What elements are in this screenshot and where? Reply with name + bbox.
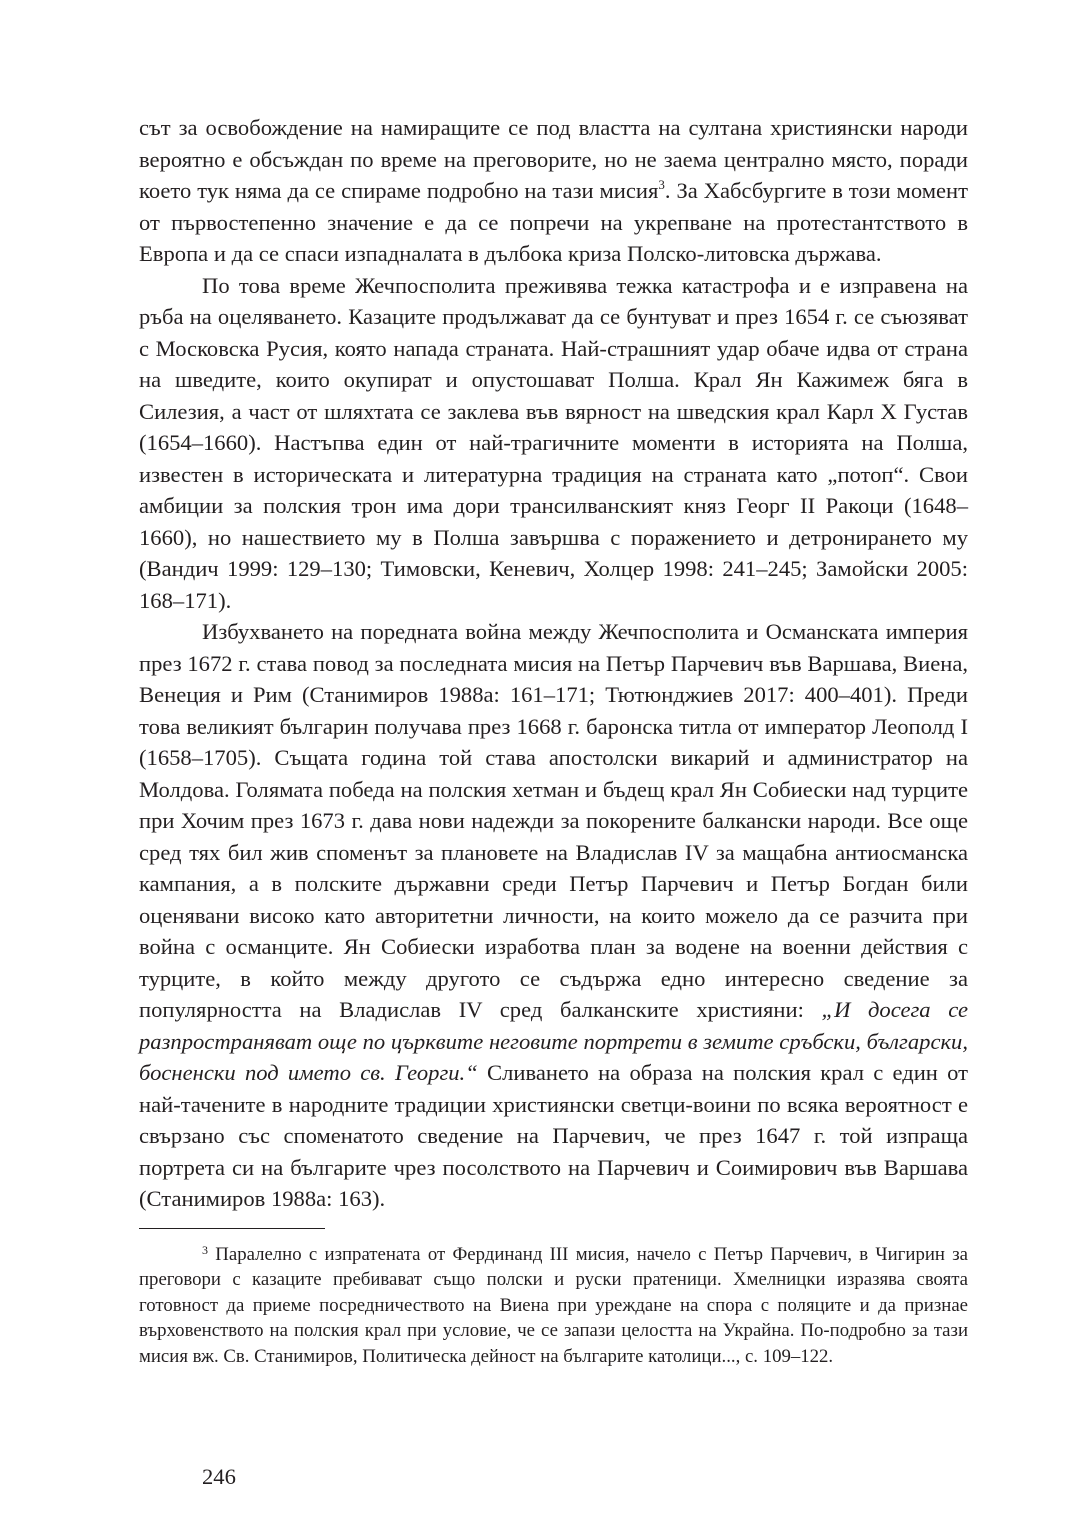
page-number: 246 xyxy=(202,1464,236,1489)
paragraph-1 xyxy=(139,112,968,270)
footnote-text: Паралелно с изпратената от Фердинанд III мисия, начело с Петър Парчевич, в Чигирин за преговори с казаците пребивават също полски и руски пратеници. Хмелницки изразява своята готовност да приеме посредничеството на Виена при уреждане на спора с поляците и да признае върховенството на полския крал при условие, че се запази целостта на Украйна. По-подробно за тази мисия вж. Св. Станимиров, Политическа дейност на българите католици..., с. 109–122. xyxy=(139,1243,968,1367)
main-text xyxy=(139,112,968,1215)
paragraph-1-text: сът за освобождение на намиращите се под властта на султана християнски народи вероятно е обсъждан по време на преговорите, но не заема централно място, поради което тук няма да се спираме подробно на тази мисия xyxy=(139,115,968,203)
paragraph-3-text: Избухването на поредната война между Жечпосполита и Османската империя през 1672 г. става повод за последната мисия на Петър Парчевич във Варшава, Виена, Венеция и Рим (Станимиров 1988а: 161–171; Тютюнджиев 2017: 400–401). Преди това великият българин получава през 1668 г. баронска титла от император Леополд I (1658–1705). Същата година той става апостолски викарий и администратор на Молдова. Голямата победа на полския хетман и бъдещ крал Ян Собиески над турците при Хочим през 1673 г. дава нови надежди за покорените балкански народи. Все още сред тях бил жив споменът за плановете на Владислав IV за мащабна антиосманска кампания, а в полските държавни среди Петър Парчевич и Петър Богдан били оценявани високо като авторитетни личности, на които можело да се разчита при война с османците. Ян Собиески изработва план за водене на военни действия с турците, в който между другото се съдържа едно интересно сведение за популярността на Владислав IV сред балканските християни: xyxy=(139,619,968,1022)
quotation: „И досега се разпространяват още по църквите неговите портрети в земите сръбски, български, босненски под името св. Георги.“ xyxy=(139,997,968,1085)
footnote xyxy=(139,1242,968,1370)
paragraph-3-text-after: Сливането на образа на полския крал с един от най-тачeните в народните традиции християнски светци-воини по всяка вероятност е свързано със споменатото сведение на Парчевич, че през 1647 г. той изпраща портрета си на българите чрез посолството на Парчевич и Соимирович във Варшава (Станимиров 1988а: 163). xyxy=(139,1060,968,1211)
paragraph-3 xyxy=(139,616,968,1215)
footnote-number: 3 xyxy=(202,1242,208,1257)
footnote-divider xyxy=(139,1228,325,1229)
paragraph-1-text-after: . За Хабсбургите в този момент от първостепенно значение е да се попречи на укрепване на протестантството в Европа и да се спаси изпадналата в дълбока криза Полско-литовска държава. xyxy=(139,178,968,266)
page-content xyxy=(139,112,968,1369)
footnote-reference[interactable]: 3 xyxy=(658,177,665,192)
paragraph-2: По това време Жечпосполита преживява тежка катастрофа и е изправена на ръба на оцеляването. Казаците продължават да се бунтуват и през 1654 г. се съюзяват с Московска Русия, която напада страната. Най-страшният удар обаче идва от страна на шведите, които окупират и опустошават Полша. Крал Ян Кажимеж бяга в Силезия, а част от шляхтата се заклева във вярност на шведския крал Карл Х Густав (1654–1660). Настъпва един от най-трагичните моменти в историята на Полша, известен в историческата и литературна традиция на страната като „потоп“. Свои амбиции за полския трон има дори трансилванският княз Георг II Ракоци (1648–1660), но нашествието му в Полша завършва с поражението и детронирането му (Вандич 1999: 129–130; Тимовски, Кеневич, Холцер 1998: 241–245; Замойски 2005: 168–171). xyxy=(139,272,968,613)
